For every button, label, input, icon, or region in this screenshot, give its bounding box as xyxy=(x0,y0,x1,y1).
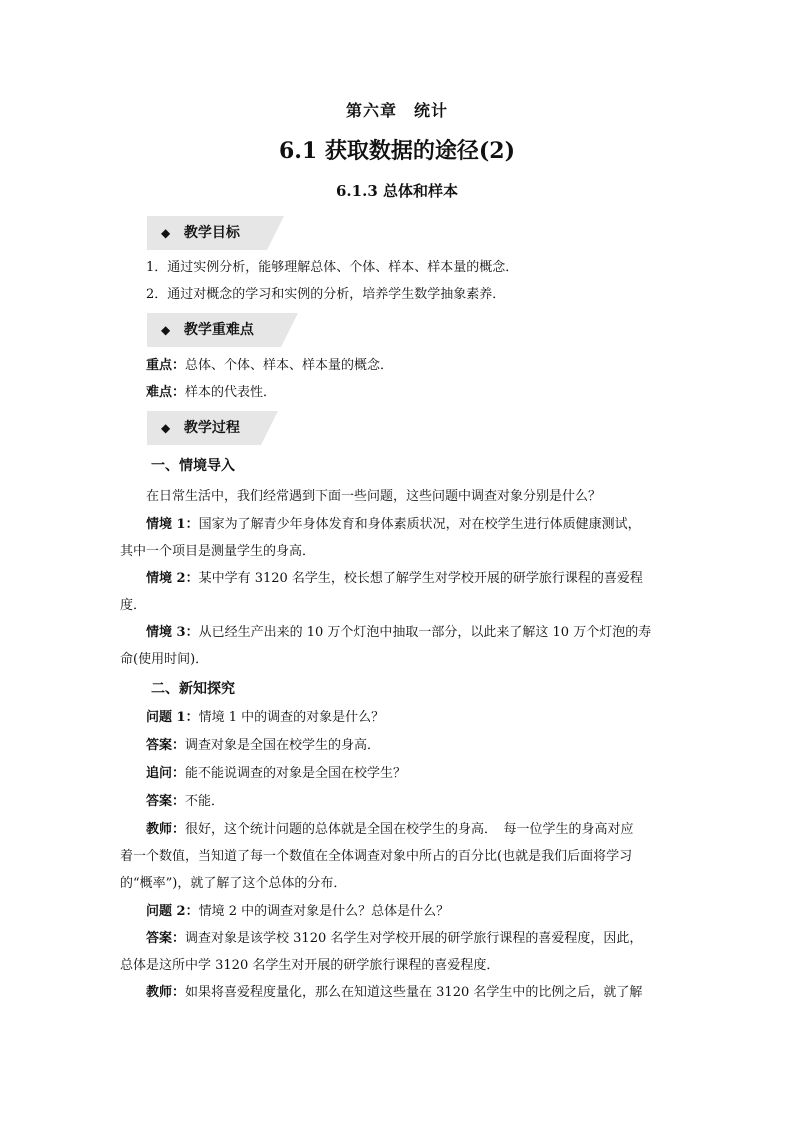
tag-label: 教学过程 xyxy=(183,420,240,436)
tag-notch xyxy=(267,216,284,250)
difficulty-text: 样本的代表性． xyxy=(185,385,277,400)
scenario-text: 某中学有 3120 名学生，校长想了解学生对学校开展的研学旅行课程的喜爱程 xyxy=(198,571,643,586)
scenario-3 xyxy=(146,623,706,643)
tag-label: 教学重难点 xyxy=(183,322,254,338)
answer-2 xyxy=(146,792,706,812)
section-heading: 一、情境导入 xyxy=(151,458,235,474)
tag-notch xyxy=(261,411,278,445)
scenario-2-cont: 度． xyxy=(120,598,147,613)
page-title: 6.1 获取数据的途径(2) xyxy=(278,138,516,164)
teacher-label: 教师： xyxy=(146,822,186,837)
teacher-remark-1-cont: 着一个数值，当知道了每一个数值在全体调查对象中所占的百分比(也就是我们后面将学习 xyxy=(120,849,633,864)
key-label: 重点： xyxy=(146,358,186,373)
question-text: 情境 2 中的调查对象是什么？总体是什么？ xyxy=(198,904,450,919)
answer-1 xyxy=(146,736,706,756)
tag-teaching-goals xyxy=(147,216,267,250)
section-subtitle: 6.1.3 总体和样本 xyxy=(336,182,458,200)
teacher-text: 很好，这个统计问题的总体就是全国在校学生的身高． 每一位学生的身高对应 xyxy=(185,822,634,837)
answer-text: 调查对象是该学校 3120 名学生对学校开展的研学旅行课程的喜爱程度，因此， xyxy=(185,931,643,946)
question-2 xyxy=(146,902,706,922)
scenario-label: 情境 1： xyxy=(146,517,199,532)
diamond-icon: ◆ xyxy=(161,226,171,240)
chapter-heading: 第六章 统计 xyxy=(345,101,448,120)
tag-notch xyxy=(281,313,298,347)
follow-up-label: 追问： xyxy=(146,766,186,781)
goal-item: 1．通过实例分析，能够理解总体、个体、样本、样本量的概念． xyxy=(146,260,519,275)
scenario-label: 情境 3： xyxy=(146,625,199,640)
difficulty-line xyxy=(146,383,706,403)
teacher-text: 如果将喜爱程度量化，那么在知道这些量在 3120 名学生中的比例之后，就了解 xyxy=(185,985,643,1000)
question-label: 问题 2： xyxy=(146,904,199,919)
answer-text: 不能． xyxy=(185,794,225,809)
diamond-icon: ◆ xyxy=(161,323,171,337)
question-text: 情境 1 中的调查的对象是什么？ xyxy=(198,710,385,725)
scenario-1-cont: 其中一个项目是测量学生的身高． xyxy=(120,544,316,559)
key-text: 总体、个体、样本、样本量的概念． xyxy=(185,358,394,373)
section-heading: 二、新知探究 xyxy=(151,681,235,697)
question-label: 问题 1： xyxy=(146,710,199,725)
answer-label: 答案： xyxy=(146,931,186,946)
scenario-1 xyxy=(146,515,706,535)
teacher-remark-1-cont: 的“概率”)，就了解了这个总体的分布． xyxy=(120,876,347,891)
difficulty-label: 难点： xyxy=(146,385,186,400)
scenario-label: 情境 2： xyxy=(146,571,199,586)
goal-item: 2．通过对概念的学习和实例的分析，培养学生数学抽象素养． xyxy=(146,287,506,302)
answer-label: 答案： xyxy=(146,738,186,753)
scenario-text: 从已经生产出来的 10 万个灯泡中抽取一部分，以此来了解这 10 万个灯泡的寿 xyxy=(198,625,652,640)
scenario-3-cont: 命(使用时间)． xyxy=(120,652,209,667)
tag-label: 教学目标 xyxy=(183,225,240,241)
answer-text: 调查对象是全国在校学生的身高． xyxy=(185,738,381,753)
scenario-text: 国家为了解青少年身体发育和身体素质状况，对在校学生进行体质健康测试， xyxy=(198,517,641,532)
tag-teaching-process xyxy=(147,411,261,445)
teacher-label: 教师： xyxy=(146,985,186,1000)
scenario-2 xyxy=(146,569,706,589)
answer-3-cont: 总体是这所中学 3120 名学生对开展的研学旅行课程的喜爱程度． xyxy=(120,958,500,973)
intro-paragraph: 在日常生活中，我们经常遇到下面一些问题，这些问题中调查对象分别是什么？ xyxy=(146,489,602,504)
diamond-icon: ◆ xyxy=(161,421,171,435)
question-1 xyxy=(146,708,706,728)
tag-key-points xyxy=(147,313,281,347)
follow-up-question xyxy=(146,764,706,784)
follow-up-text: 能不能说调查的对象是全国在校学生？ xyxy=(185,766,407,781)
answer-3 xyxy=(146,929,706,949)
answer-label: 答案： xyxy=(146,794,186,809)
teacher-remark-1 xyxy=(146,820,706,840)
key-point-line xyxy=(146,356,706,376)
teacher-remark-2 xyxy=(146,983,706,1003)
